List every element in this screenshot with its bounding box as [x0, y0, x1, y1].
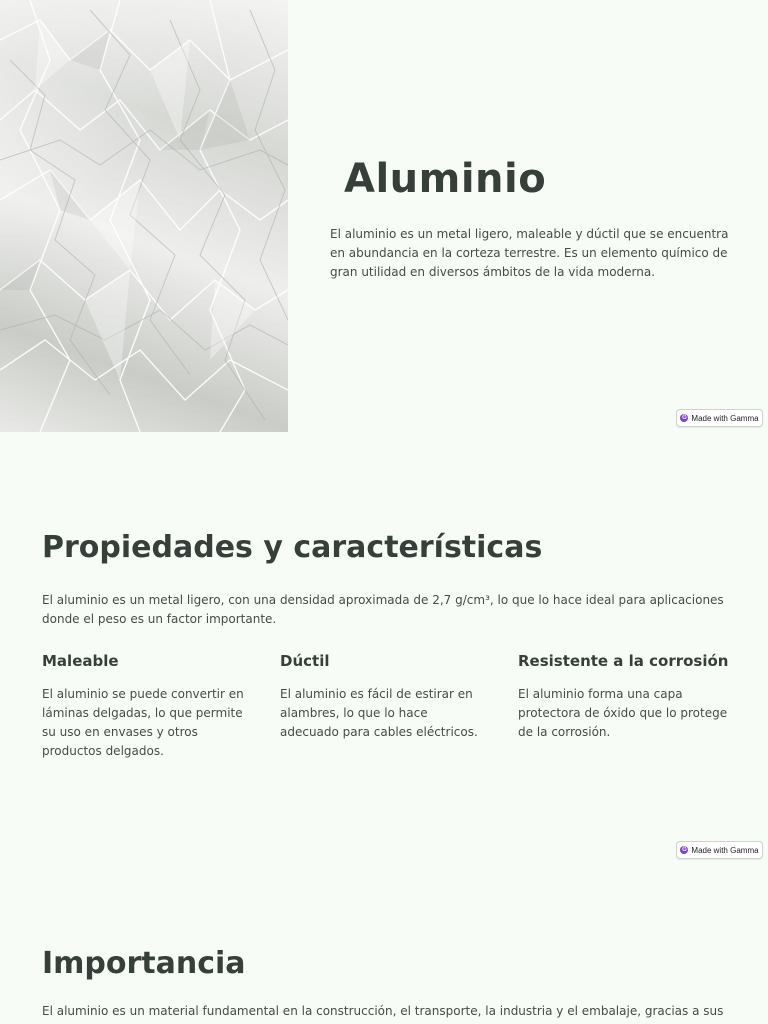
badge-label: Made with Gamma	[691, 413, 759, 423]
hero-section	[0, 0, 768, 432]
aluminum-foil-image	[0, 0, 288, 432]
property-column	[518, 652, 728, 742]
made-with-gamma-badge[interactable]	[676, 409, 763, 427]
property-text: El aluminio forma una capa protectora de óxido que lo protege de la corrosión.	[518, 687, 728, 739]
importance-text: El aluminio es un material fundamental en la construcción, el transporte, la industria y el embalaje, gracias a sus	[42, 1004, 724, 1018]
property-heading: Resistente a la corrosión	[518, 652, 729, 670]
property-heading: Maleable	[42, 652, 119, 670]
importance-title: Importancia	[42, 946, 246, 981]
badge-label: Made with Gamma	[691, 845, 759, 855]
property-column	[280, 652, 490, 742]
gamma-logo-icon: G	[682, 415, 687, 421]
properties-title: Propiedades y características	[42, 530, 543, 565]
properties-intro: El aluminio es un metal ligero, con una densidad aproximada de 2,7 g/cm³, lo que lo hace ideal para aplicaciones donde el peso es un factor importante.	[42, 593, 724, 626]
hero-description: El aluminio es un metal ligero, maleable y dúctil que se encuentra en abundancia en la corteza terrestre. Es un elemento químico de gran utilidad en diversos ámbitos de la vida moderna.	[330, 227, 729, 279]
made-with-gamma-badge[interactable]	[676, 841, 763, 859]
property-text: El aluminio es fácil de estirar en alambres, lo que lo hace adecuado para cables eléctricos.	[280, 687, 478, 739]
property-column	[42, 652, 252, 761]
gamma-logo-icon: G	[682, 847, 687, 853]
property-heading: Dúctil	[280, 652, 330, 670]
property-text: El aluminio se puede convertir en láminas delgadas, lo que permite su uso en envases y otros productos delgados.	[42, 687, 244, 758]
hero-title: Aluminio	[344, 156, 547, 202]
